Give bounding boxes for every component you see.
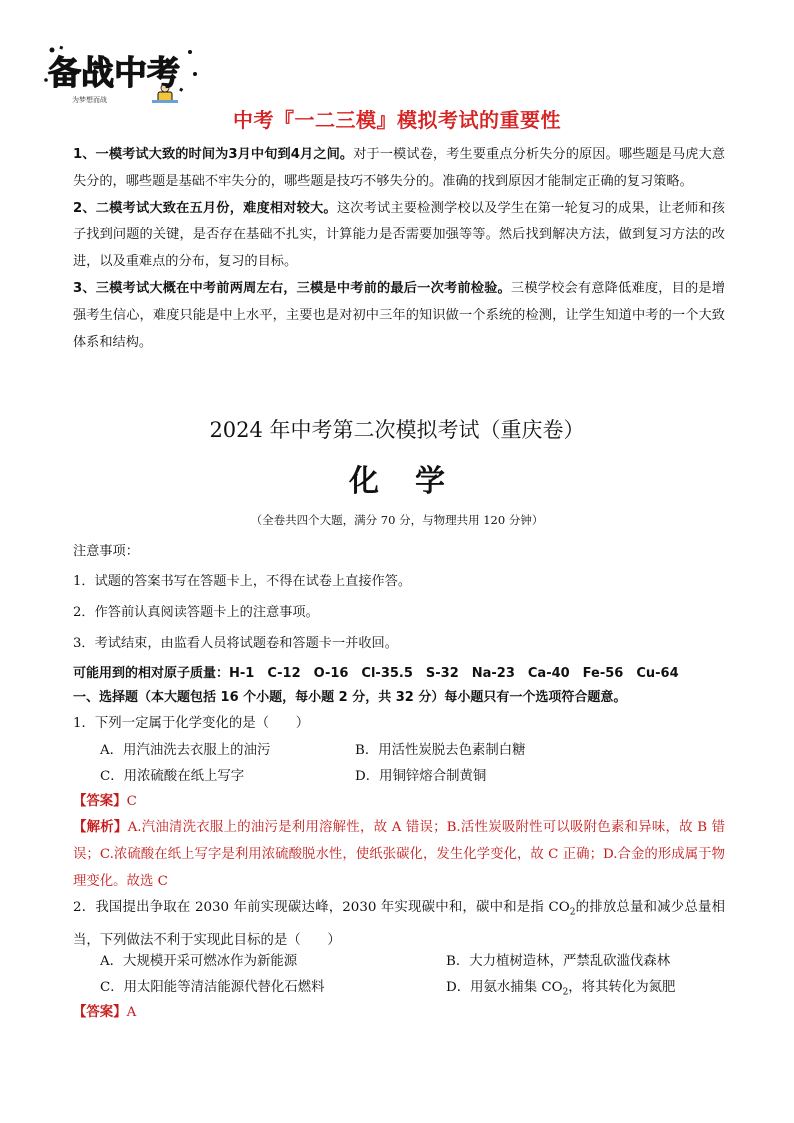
intro-paragraph <box>73 196 725 276</box>
answer-tag: 【答案】 <box>73 793 127 809</box>
intro-lead: 1、一模考试大致的时间为3月中旬到4月之间。 <box>73 147 354 162</box>
option-a: A．大规模开采可燃冰作为新能源 <box>100 954 298 969</box>
option-a: A．用汽油洗去衣服上的油污 <box>100 743 271 758</box>
subscript: 2 <box>569 907 576 918</box>
question-1 <box>73 712 725 731</box>
logo-title: 备战中考 <box>48 53 180 92</box>
option-b: B．大力植树造林，严禁乱砍滥伐森林 <box>446 954 671 969</box>
intro-body: 这次考试主要检测学校以及学生在第一轮复习的成果，让老师和孩子找到问题的关键，是否存在基础不扎实，计算能力是否需要加强等等。然后找到解决方法，做到复习方法的改进，以及重难点的分布，复习的目标。 <box>73 200 725 270</box>
notes-heading: 注意事项： <box>73 544 139 559</box>
intro-body: 三模学校会有意降低难度，目的是增强考生信心，难度只能是中上水平，主要也是对初中三年的知识做一个系统的检测，让学生知道中考的一个大致体系和结构。 <box>73 280 725 350</box>
logo <box>40 40 200 106</box>
exam-title: 2024 年中考第二次模拟考试（重庆卷） <box>209 418 585 442</box>
notes-item: 2．作答前认真阅读答题卡上的注意事项。 <box>73 605 319 620</box>
answer-value: C <box>126 794 137 809</box>
exam-subject: 化学 <box>349 464 481 499</box>
option-c: C．用太阳能等清洁能源代替化石燃料 <box>100 980 325 995</box>
option-d-text-cont: ，将其转化为氮肥 <box>568 980 676 995</box>
answer-1 <box>73 790 137 809</box>
option-d: D．用铜锌熔合制黄铜 <box>355 769 487 784</box>
exam-note: （全卷共四个大题，满分 70 分，与物理共用 120 分钟） <box>250 513 544 527</box>
intro-body: 对于一模试卷，考生要重点分析失分的原因。哪些题是马虎大意失分的，哪些题是基础不牢失分的，哪些题是技巧不够失分的。准确的找到原因才能制定正确的复习策略。 <box>73 147 726 189</box>
notes-item: 3．考试结束，由监看人员将试题卷和答题卡一并收回。 <box>73 636 398 651</box>
question-stem: 2．我国提出争取在 2030 年前实现碳达峰，2030 年实现碳中和，碳中和是指 CO <box>73 900 570 915</box>
notes-item: 1．试题的答案书写在答题卡上，不得在试卷上直接作答。 <box>73 574 412 589</box>
intro-paragraph <box>73 276 725 356</box>
option-d <box>446 976 675 998</box>
question-stem: 1．下列一定属于化学变化的是（ ） <box>73 716 310 731</box>
option-c: C．用浓硫酸在纸上写字 <box>100 769 245 784</box>
option-d-text: D．用氨水捕集 CO <box>446 980 563 995</box>
intro-lead: 3、三模考试大概在中考前两周左右，三模是中考前的最后一次考前检验。 <box>73 280 511 296</box>
atomic-mass-line: 可能用到的相对原子质量：H-1 C-12 O-16 Cl-35.5 S-32 Na-23 Ca-40 Fe-56 Cu-64 <box>73 666 679 681</box>
intro-lead: 2、二模考试大致在五月份，难度相对较大。 <box>73 200 337 216</box>
analysis-tag: 【解析】 <box>73 819 128 835</box>
answer-value: A <box>126 1005 137 1020</box>
section-heading: 一、选择题（本大题包括 16 个小题，每小题 2 分，共 32 分）每小题只有一个选项符合题意。 <box>73 690 627 705</box>
question-stem-cont: 的排放总量和减少总量相当，下列做法不利于实现此目标的是（ ） <box>73 900 725 948</box>
logo-tagline: 为梦想而战 <box>72 96 107 104</box>
analysis-text: A.汽油清洗衣服上的油污是利用溶解性，故 A 错误；B.活性炭吸附性可以吸附色素和异味，故 B 错误；C.浓硫酸在纸上写字是利用浓硫酸脱水性，使纸张碳化，发生化学变化，故 C 正确；D.合金的形成属于物理变化。故选 C <box>73 820 726 889</box>
subscript: 2 <box>562 987 569 998</box>
answer-2 <box>73 1001 136 1020</box>
logo-text <box>40 40 200 106</box>
option-b: B．用活性炭脱去色素制白糖 <box>355 743 526 758</box>
answer-tag: 【答案】 <box>73 1004 127 1020</box>
analysis-1 <box>73 814 725 895</box>
intro-paragraph <box>73 142 725 196</box>
page-headline: 中考『一二三模』模拟考试的重要性 <box>233 108 561 132</box>
intro-section <box>73 142 725 356</box>
question-2 <box>73 894 725 954</box>
